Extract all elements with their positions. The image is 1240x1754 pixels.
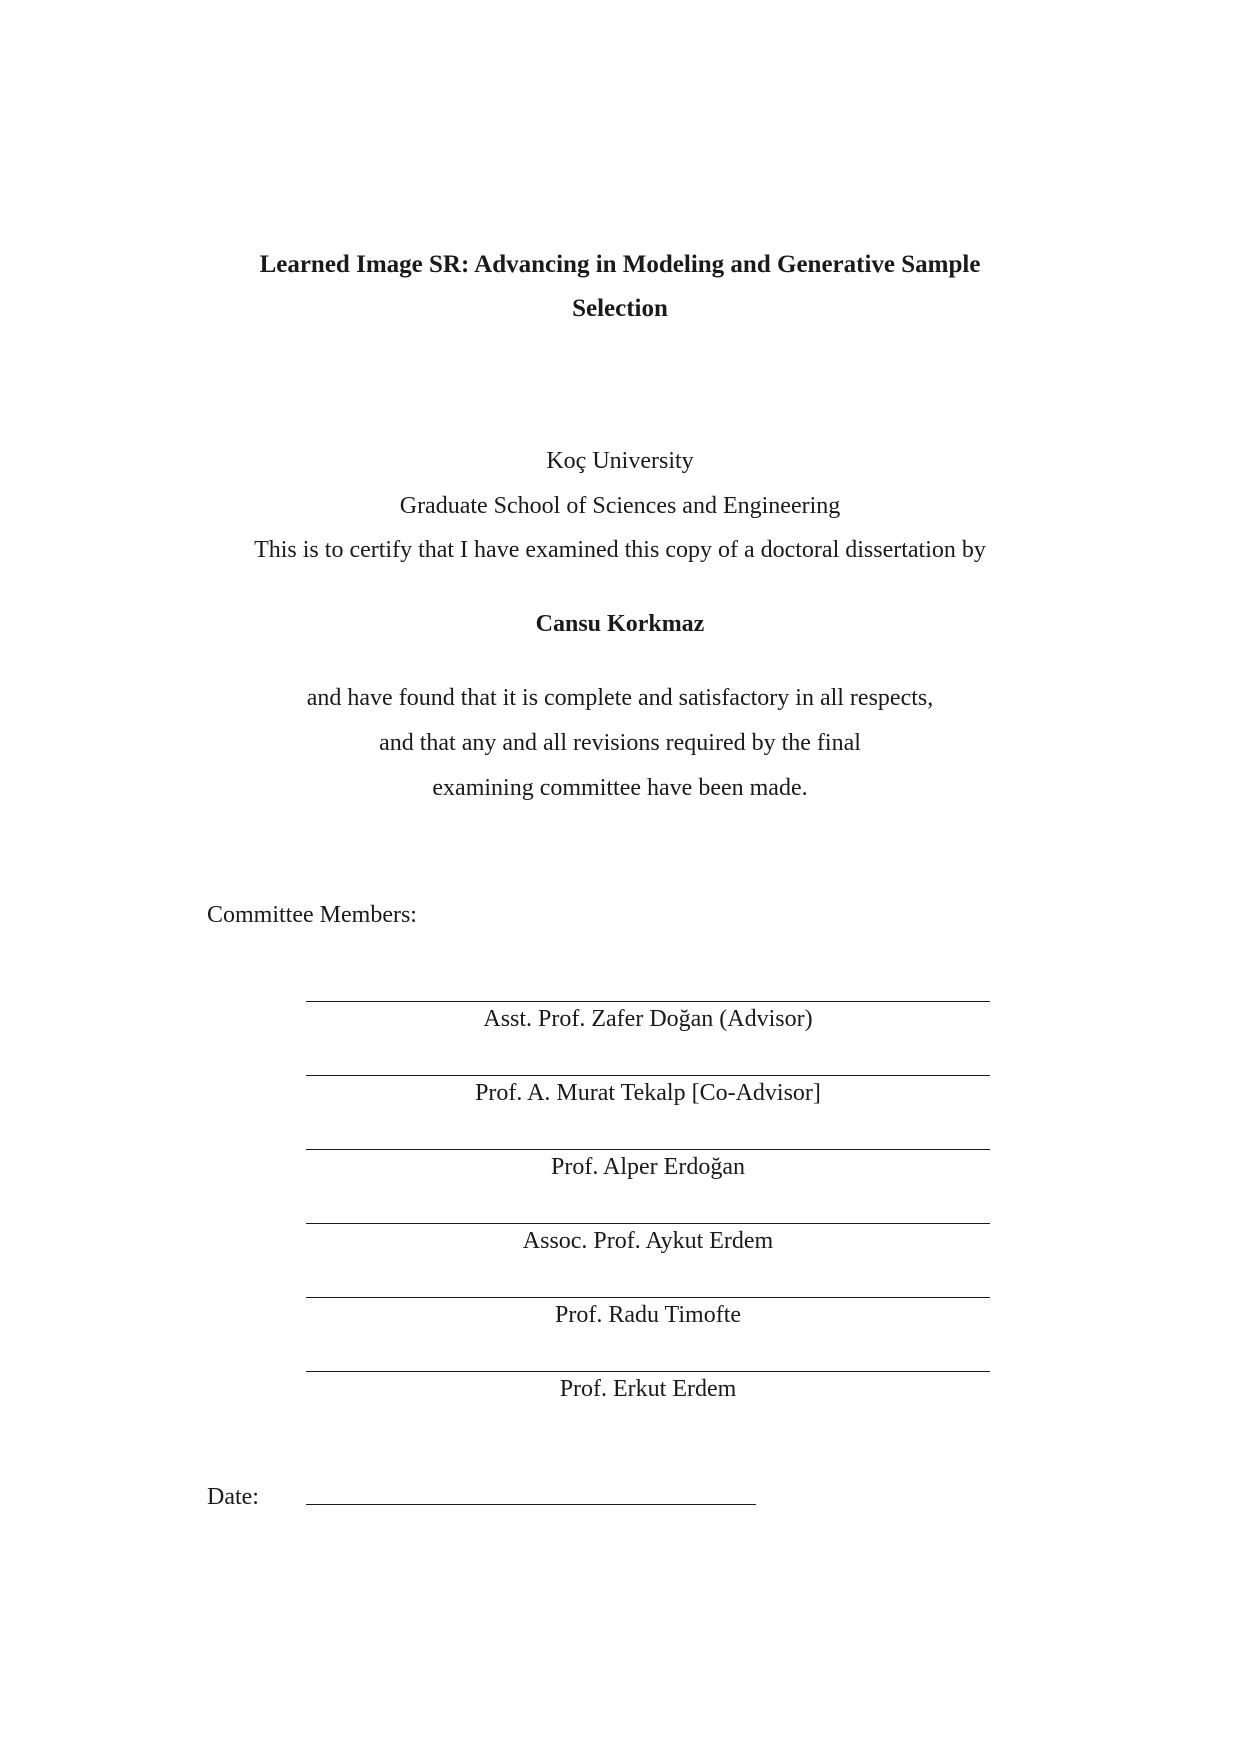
school-name: Graduate School of Sciences and Engineering: [399, 493, 841, 519]
statement-line-1: and have found that it is complete and satisfactory in all respects,: [306, 685, 934, 711]
signature-block: [306, 1223, 990, 1256]
signature-line: [306, 1223, 990, 1224]
committee-member-name: Asst. Prof. Zafer Doğan (Advisor): [483, 1006, 813, 1032]
committee-member-name: Prof. Erkut Erdem: [559, 1376, 737, 1402]
committee-member-name: Prof. Radu Timofte: [554, 1302, 742, 1328]
committee-member-name: Assoc. Prof. Aykut Erdem: [522, 1228, 774, 1254]
committee-member-name: Prof. Alper Erdoğan: [551, 1154, 745, 1180]
committee-members-label: Committee Members:: [207, 902, 417, 928]
date-label: Date:: [207, 1484, 259, 1510]
signature-line: [306, 1297, 990, 1298]
signature-line: [306, 1371, 990, 1372]
statement-line-2: and that any and all revisions required by the final: [379, 730, 861, 756]
signature-line: [306, 1075, 990, 1076]
author-name: Cansu Korkmaz: [535, 611, 705, 637]
thesis-title-line-2: Selection: [572, 295, 668, 322]
certify-statement: This is to certify that I have examined this copy of a doctoral dissertation by: [254, 537, 986, 563]
committee-member-name: Prof. A. Murat Tekalp [Co-Advisor]: [475, 1080, 821, 1106]
signature-block: [306, 1149, 990, 1182]
university-name: Koç University: [546, 448, 694, 474]
signature-line: [306, 1001, 990, 1002]
thesis-title-line-1: Learned Image SR: Advancing in Modeling and Generative Sample: [259, 251, 981, 278]
signature-block: [306, 1297, 990, 1330]
signature-block: [306, 1001, 990, 1034]
signature-line: [306, 1149, 990, 1150]
signature-block: [306, 1075, 990, 1108]
date-line: [306, 1504, 756, 1505]
statement-line-3: examining committee have been made.: [432, 775, 808, 801]
signature-block: [306, 1371, 990, 1404]
